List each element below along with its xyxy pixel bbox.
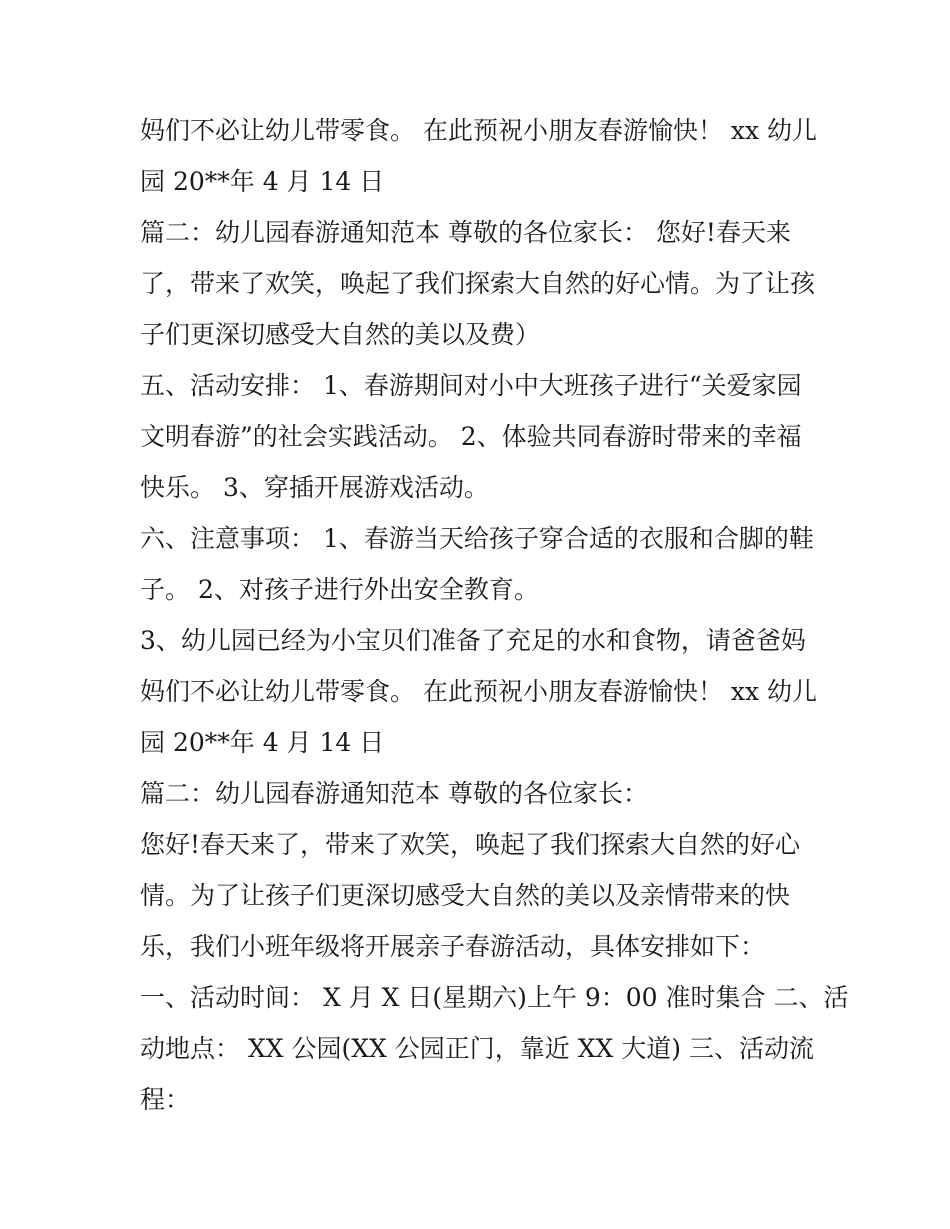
text-line: 篇二：幼儿园春游通知范本 尊敬的各位家长：: [140, 779, 648, 808]
text-line: 了，带来了欢笑，唤起了我们探索大自然的好心情。为了让孩: [140, 269, 816, 298]
text-line: 文明春游”的社会实践活动。 2、体验共同春游时带来的幸福: [140, 422, 802, 451]
text-line: 子们更深切感受大自然的美以及费）: [140, 320, 541, 349]
text-line: 妈们不必让幼儿带零食。 在此预祝小朋友春游愉快！ xx 幼儿: [140, 116, 818, 145]
text-line: 快乐。 3、穿插开展游戏活动。: [140, 473, 489, 502]
text-line: 园 20**年 4 月 14 日: [140, 728, 385, 757]
text-line: 五、活动安排： 1、春游期间对小中大班孩子进行“关爱家园: [140, 371, 802, 400]
text-line: 动地点： XX 公园(XX 公园正门，靠近 XX 大道) 三、活动流: [140, 1034, 814, 1063]
text-line: 妈们不必让幼儿带零食。 在此预祝小朋友春游愉快！ xx 幼儿: [140, 677, 818, 706]
text-line: 篇二：幼儿园春游通知范本 尊敬的各位家长： 您好!春天来: [140, 218, 791, 247]
text-line: 一、活动时间： X 月 X 日(星期六)上午 9：00 准时集合 二、活: [140, 983, 849, 1012]
text-line: 3、幼儿园已经为小宝贝们准备了充足的水和食物，请爸爸妈: [140, 626, 806, 655]
text-line: 情。为了让孩子们更深切感受大自然的美以及亲情带来的快: [140, 881, 791, 910]
document-body: [140, 105, 849, 1125]
text-line: 六、注意事项： 1、春游当天给孩子穿合适的衣服和合脚的鞋: [140, 524, 814, 553]
text-line: 乐，我们小班年级将开展亲子春游活动，具体安排如下：: [140, 932, 766, 961]
text-line: 程：: [140, 1085, 191, 1114]
text-line: 子。 2、对孩子进行外出安全教育。: [140, 575, 539, 604]
text-line: 您好!春天来了，带来了欢笑，唤起了我们探索大自然的好心: [140, 830, 801, 859]
text-line: 园 20**年 4 月 14 日: [140, 167, 385, 196]
